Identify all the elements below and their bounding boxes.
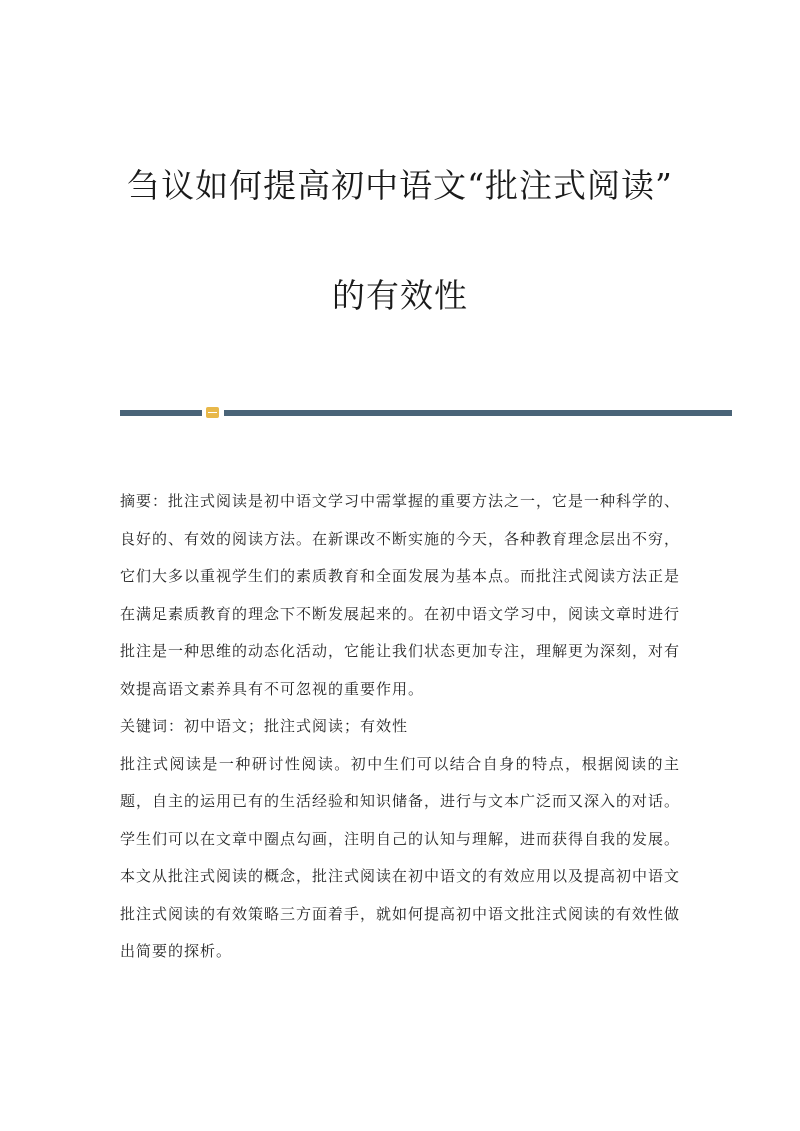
- keywords-paragraph: 关键词：初中语文；批注式阅读；有效性: [120, 717, 409, 735]
- divider-bar-right: [224, 410, 732, 416]
- document-body: [120, 483, 680, 971]
- title-divider: [120, 407, 732, 419]
- abstract-paragraph: 摘要：批注式阅读是初中语文学习中需掌握的重要方法之一，它是一种科学的、良好的、有效的阅读方法。在新课改不断实施的今天，各种教育理念层出不穷，它们大多以重视学生们的素质教育和全面发展为基本点。而批注式阅读方法正是在满足素质教育的理念下不断发展起来的。在初中语文学习中，阅读文章时进行批注是一种思维的动态化活动，它能让我们状态更加专注，理解更为深刻，对有效提高语文素养具有不可忽视的重要作用。: [120, 492, 681, 698]
- divider-emblem-icon: [206, 407, 219, 418]
- document-title-line-2: 的有效性: [332, 276, 468, 315]
- divider-bar-left: [120, 410, 202, 416]
- intro-paragraph: 批注式阅读是一种研讨性阅读。初中生们可以结合自身的特点，根据阅读的主题，自主的运用已有的生活经验和知识储备，进行与文本广泛而又深入的对话。学生们可以在文章中圈点勾画，注明自己的认知与理解，进而获得自我的发展。本文从批注式阅读的概念，批注式阅读在初中语文的有效应用以及提高初中语文批注式阅读的有效策略三方面着手，就如何提高初中语文批注式阅读的有效性做出简要的探析。: [120, 754, 681, 960]
- document-title-line-1: 刍议如何提高初中语文“批注式阅读”: [127, 166, 673, 205]
